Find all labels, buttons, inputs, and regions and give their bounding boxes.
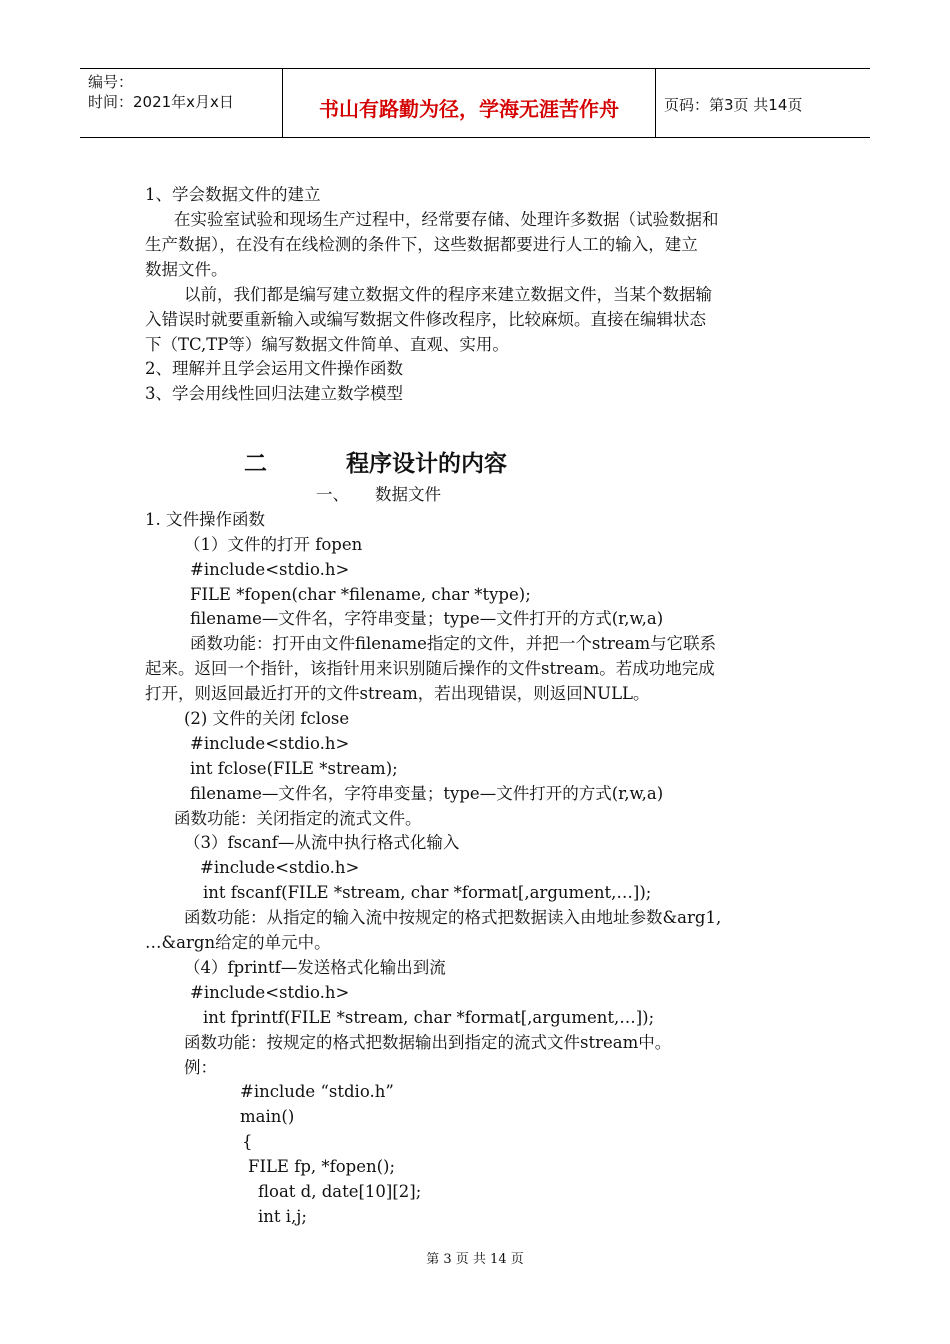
list-heading: 1. 文件操作函数 (145, 510, 265, 529)
code-line: #include<stdio.h> (200, 858, 360, 877)
objective-1: 1、学会数据文件的建立 (145, 185, 321, 204)
code-line: #include “stdio.h” (240, 1082, 394, 1101)
subsection-number: 一、 (316, 485, 349, 504)
item-heading: (2) 文件的关闭 fclose (184, 709, 350, 728)
function-desc: 函数功能：从指定的输入流中按规定的格式把数据读入由地址参数&arg1, (184, 908, 722, 927)
header-table (80, 68, 870, 138)
objective-2: 2、理解并且学会运用文件操作函数 (145, 359, 403, 378)
function-desc: …&argn给定的单元中。 (145, 933, 331, 952)
number-label: 编号： (88, 73, 134, 91)
param-line: filename—文件名，字符串变量；type—文件打开的方式(r,w,a) (190, 609, 664, 628)
paragraph-line: 生产数据），在没有在线检测的条件下，这些数据都要进行人工的输入，建立 (145, 235, 698, 254)
example-label: 例： (184, 1058, 217, 1077)
code-line: #include<stdio.h> (190, 734, 350, 753)
header-motto: 书山有路勤为径，学海无涯苦作舟 (319, 97, 619, 121)
param-line: filename—文件名，字符串变量；type—文件打开的方式(r,w,a) (190, 784, 664, 803)
page-label: 页码：第3页 共14页 (664, 96, 803, 114)
item-heading: （1）文件的打开 fopen (184, 535, 363, 554)
paragraph-line: 入错误时就要重新输入或编写数据文件修改程序，比较麻烦。直接在编辑状态 (145, 310, 706, 329)
code-line: int fprintf(FILE *stream, char *format[,argument,…]); (203, 1008, 655, 1027)
page-footer: 第 3 页 共 14 页 (426, 1252, 524, 1267)
header-center-cell (282, 69, 656, 137)
header-left-cell (80, 69, 282, 137)
code-line: int fclose(FILE *stream); (190, 759, 398, 778)
code-line: main() (240, 1107, 295, 1126)
code-line: #include<stdio.h> (190, 983, 350, 1002)
function-desc: 函数功能：打开由文件filename指定的文件，并把一个stream与它联系 (190, 634, 717, 653)
code-line: FILE fp, *fopen(); (248, 1157, 396, 1176)
code-line: { (242, 1132, 253, 1151)
function-desc: 函数功能：关闭指定的流式文件。 (174, 809, 422, 828)
code-line: #include<stdio.h> (190, 560, 350, 579)
code-line: FILE *fopen(char *filename, char *type); (190, 585, 531, 604)
time-label: 时间：2021年x月x日 (88, 93, 234, 111)
section-number: 二 (244, 451, 267, 477)
code-line: float d, date[10][2]; (258, 1182, 422, 1201)
paragraph-line: 下（TC,TP等）编写数据文件简单、直观、实用。 (145, 335, 509, 354)
paragraph-line: 数据文件。 (145, 260, 228, 279)
header-right-cell (656, 69, 870, 137)
function-desc: 打开，则返回最近打开的文件stream，若出现错误，则返回NULL。 (145, 684, 650, 703)
item-heading: （3）fscanf—从流中执行格式化输入 (184, 833, 460, 852)
item-heading: （4）fprintf—发送格式化输出到流 (184, 958, 446, 977)
code-line: int fscanf(FILE *stream, char *format[,argument,…]); (203, 883, 652, 902)
section-title: 程序设计的内容 (346, 451, 507, 477)
subsection-title: 数据文件 (375, 485, 441, 504)
code-line: int i,j; (258, 1207, 307, 1226)
paragraph-line: 以前，我们都是编写建立数据文件的程序来建立数据文件，当某个数据输 (184, 285, 712, 304)
function-desc: 函数功能：按规定的格式把数据输出到指定的流式文件stream中。 (184, 1033, 672, 1052)
function-desc: 起来。返回一个指针，该指针用来识别随后操作的文件stream。若成功地完成 (145, 659, 715, 678)
objective-3: 3、学会用线性回归法建立数学模型 (145, 384, 403, 403)
paragraph-line: 在实验室试验和现场生产过程中，经常要存储、处理许多数据（试验数据和 (174, 210, 719, 229)
